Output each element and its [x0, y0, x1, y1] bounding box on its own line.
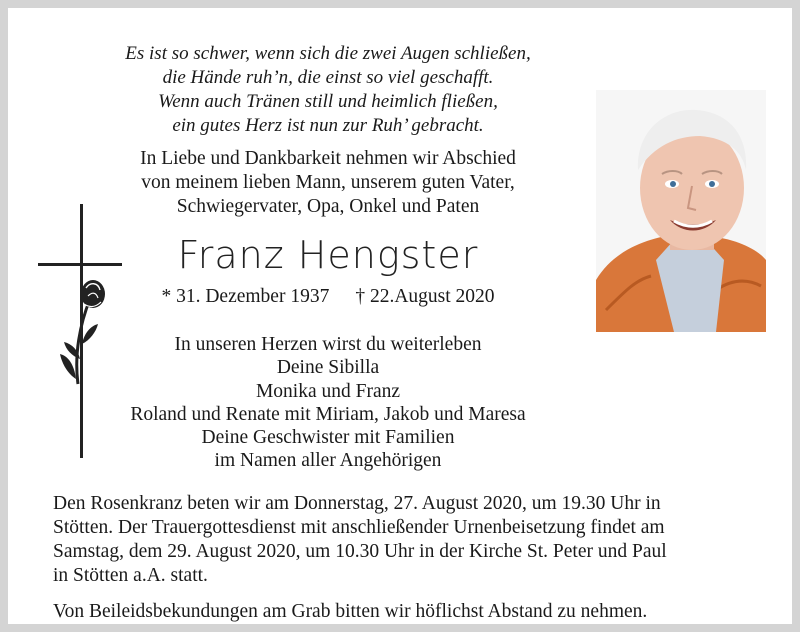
poem-line: Es ist so schwer, wenn sich die zwei Augen schließen,	[125, 43, 531, 64]
deceased-name: Franz Hengster	[177, 233, 479, 277]
birth-date: * 31. Dezember 1937	[161, 286, 330, 307]
intro-line: In Liebe und Dankbarkeit nehmen wir Abschied	[140, 148, 516, 169]
memorial-poem	[68, 42, 588, 138]
mourners-list	[88, 333, 568, 473]
mourner-line: Roland und Renate mit Miriam, Jakob und Maresa	[130, 403, 526, 425]
notice-line: Den Rosenkranz beten wir am Donnerstag, 27. August 2020, um 19.30 Uhr in	[53, 493, 661, 514]
condolence-request: Von Beileidsbekundungen am Grab bitten wir höflichst Abstand zu nehmen.	[53, 601, 648, 622]
intro-line: von meinem lieben Mann, unserem guten Vater,	[141, 172, 515, 193]
poem-line: die Hände ruh’n, die einst so viel geschafft.	[162, 67, 494, 88]
mourner-line: Deine Geschwister mit Familien	[201, 427, 455, 449]
life-dates	[118, 285, 538, 309]
notice-line: Samstag, dem 29. August 2020, um 10.30 Uhr in der Kirche St. Peter und Paul	[53, 541, 667, 562]
service-notice	[53, 492, 773, 624]
portrait-photo	[596, 90, 766, 332]
mourner-line: Monika und Franz	[255, 380, 401, 402]
notice-line: in Stötten a.A. statt.	[53, 565, 208, 586]
farewell-intro	[68, 147, 588, 219]
poem-line: Wenn auch Tränen still und heimlich fließen,	[158, 91, 498, 112]
mourner-line: im Namen aller Angehörigen	[214, 450, 442, 472]
cross-icon	[38, 204, 122, 458]
intro-line: Schwiegervater, Opa, Onkel und Paten	[176, 196, 480, 217]
poem-line: ein gutes Herz ist nun zur Ruh’ gebracht.	[172, 115, 484, 136]
mourner-line: Deine Sibilla	[276, 357, 380, 379]
mourner-line: In unseren Herzen wirst du weiterleben	[174, 334, 482, 355]
notice-line: Stötten. Der Trauergottesdienst mit anschließender Urnenbeisetzung findet am	[53, 517, 665, 538]
death-date: † 22.August 2020	[355, 286, 495, 307]
